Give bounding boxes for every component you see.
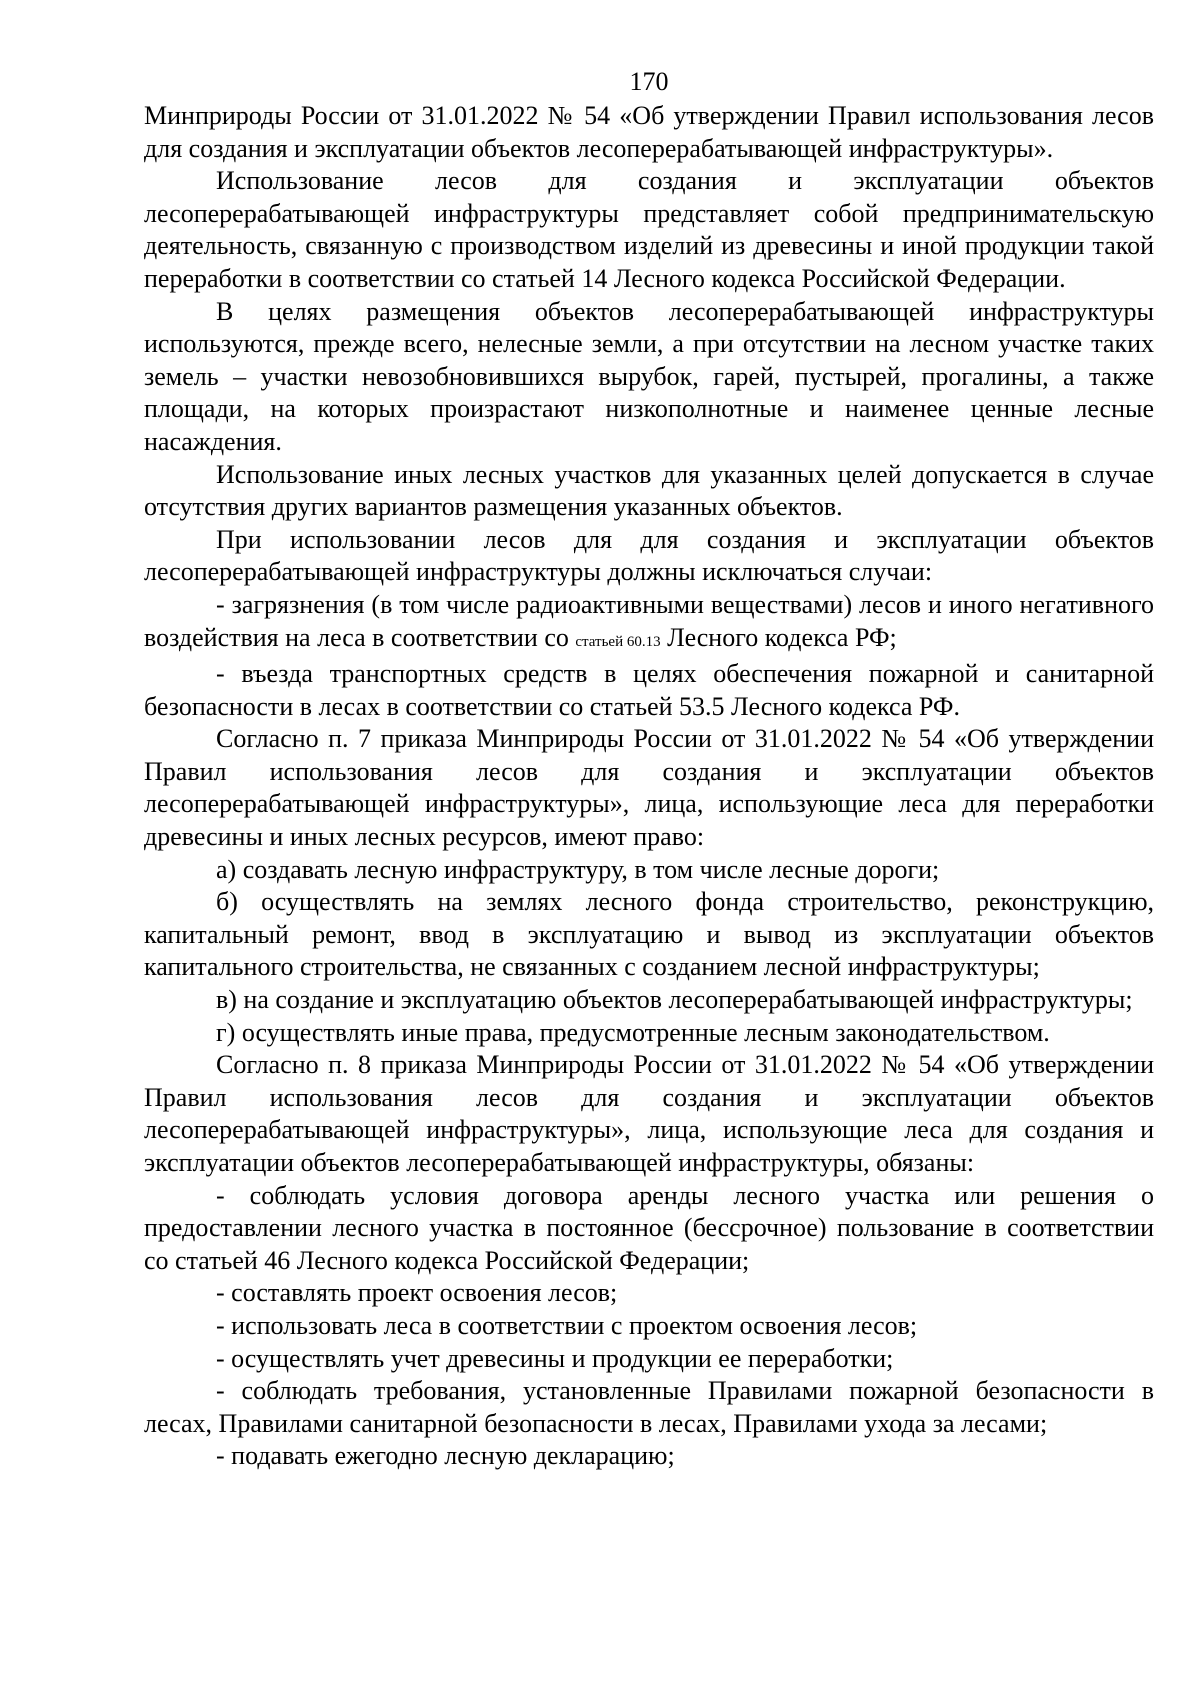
paragraph-9: а) создавать лесную инфраструктуру, в том числе лесные дороги; (216, 854, 940, 884)
paragraph-2: Использование лесов для создания и эксплуатации объектов лесоперерабатывающей инфраструктуры представляет собой предпринимательскую деятельность, связанную с производством изделий из древесины и иной продукции такой переработки в соответствии со статьей 14 Лесного кодекса Российской Федерации. (144, 166, 1154, 293)
paragraph-6 (144, 589, 1154, 658)
paragraph-5: При использовании лесов для для создания и эксплуатации объектов лесоперерабатывающей инфраструктуры должны исключаться случаи: (144, 524, 1154, 587)
paragraph-14: - соблюдать условия договора аренды лесного участка или решения о предоставлении лесного участка в постоянное (бессрочное) пользование в соответствии со статьей 46 Лесного кодекса Российской Федерации; (144, 1180, 1154, 1275)
paragraph-12: г) осуществлять иные права, предусмотренные лесным законодательством. (216, 1017, 1050, 1047)
paragraph-4: Использование иных лесных участков для указанных целей допускается в случае отсутствия других вариантов размещения указанных объектов. (144, 459, 1154, 522)
article-reference-link[interactable]: статьей 60.13 (575, 633, 661, 650)
paragraph-16: - использовать леса в соответствии с проектом освоения лесов; (216, 1310, 918, 1340)
paragraph-13: Согласно п. 8 приказа Минприроды России от 31.01.2022 № 54 «Об утверждении Правил использования лесов для создания и эксплуатации объектов лесоперерабатывающей инфраструктуры», лица, использующие леса для создания и эксплуатации объектов лесоперерабатывающей инфраструктуры, обязаны: (144, 1050, 1154, 1177)
paragraph-1: Минприроды России от 31.01.2022 № 54 «Об утверждении Правил использования лесов для создания и эксплуатации объектов лесоперерабатывающей инфраструктуры». (144, 101, 1154, 163)
paragraph-3: В целях размещения объектов лесоперерабатывающей инфраструктуры используются, прежде всего, нелесные земли, а при отсутствии на лесном участке таких земель – участки невозобновившихся вырубок, гарей, пустырей, прогалины, а также площади, на которых произрастают низкополнотные и наименее ценные лесные насаждения. (144, 296, 1154, 456)
paragraph-18: - соблюдать требования, установленные Правилами пожарной безопасности в лесах, Правилами санитарной безопасности в лесах, Правилами ухода за лесами; (144, 1376, 1154, 1438)
paragraph-6-text-after: Лесного кодекса РФ; (660, 622, 897, 652)
paragraph-15: - составлять проект освоения лесов; (216, 1278, 618, 1308)
paragraph-10: б) осуществлять на землях лесного фонда строительство, реконструкцию, капитальный ремонт, ввод в эксплуатацию и вывод из эксплуатации объектов капитального строительства, не связанных с созданием лесной инфраструктуры; (144, 887, 1154, 982)
document-page (144, 66, 1154, 1473)
paragraph-7: - въезда транспортных средств в целях обеспечения пожарной и санитарной безопасности в лесах в соответствии со статьей 53.5 Лесного кодекса РФ. (144, 659, 1154, 721)
paragraph-17: - осуществлять учет древесины и продукции ее переработки; (216, 1343, 894, 1373)
paragraph-6-text-before: - загрязнения (в том числе радиоактивными веществами) лесов и иного негативного воздействия на леса в соответствии со (144, 589, 1154, 652)
paragraph-8: Согласно п. 7 приказа Минприроды России от 31.01.2022 № 54 «Об утверждении Правил использования лесов для создания и эксплуатации объектов лесоперерабатывающей инфраструктуры», лица, использующие леса для переработки древесины и иных лесных ресурсов, имеют право: (144, 724, 1154, 852)
paragraph-19: - подавать ежегодно лесную декларацию; (216, 1441, 675, 1471)
paragraph-11: в) на создание и эксплуатацию объектов лесоперерабатывающей инфраструктуры; (216, 985, 1133, 1015)
page-number: 170 (629, 67, 669, 96)
